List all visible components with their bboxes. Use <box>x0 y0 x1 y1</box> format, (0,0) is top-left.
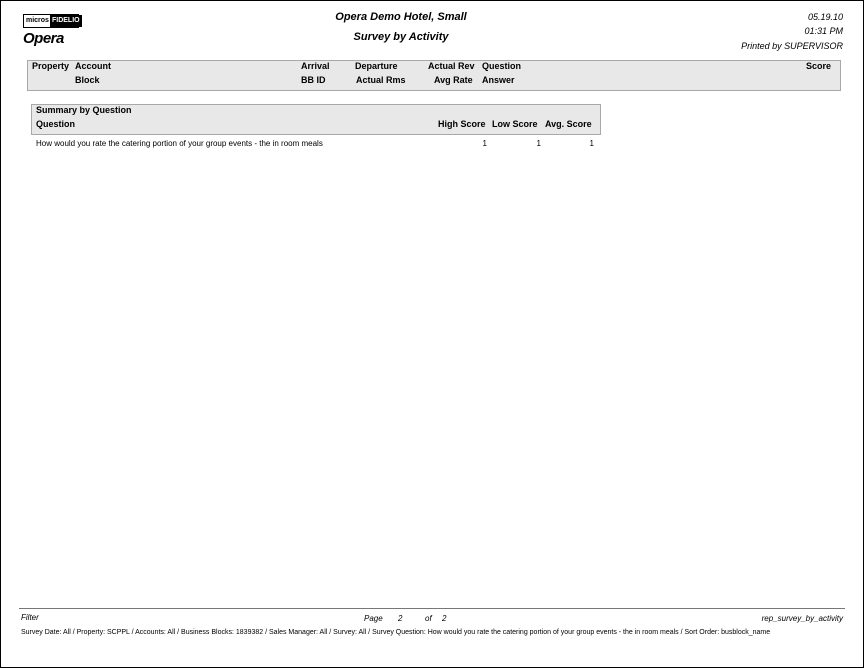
col-score: Score <box>806 61 832 71</box>
column-header-band <box>27 60 841 91</box>
footer-page-number: 2 <box>398 614 403 623</box>
print-date: 05.19.10 <box>807 12 843 22</box>
summary-row-high: 1 <box>482 139 487 148</box>
col-bb-id: BB ID <box>301 75 326 85</box>
summary-title: Summary by Question <box>36 105 132 115</box>
report-title: Survey by Activity <box>353 31 449 43</box>
col-question: Question <box>482 61 522 71</box>
summary-row-avg: 1 <box>589 139 594 148</box>
summary-col-question: Question <box>36 119 76 129</box>
print-time: 01:31 PM <box>804 26 843 36</box>
col-actual-rev: Actual Rev <box>428 61 475 71</box>
summary-row-low: 1 <box>536 139 541 148</box>
col-arrival: Arrival <box>301 61 330 71</box>
footer-report-name: rep_survey_by_activity <box>761 614 843 623</box>
logo-fidelio-text: FIDELIO <box>50 15 82 27</box>
footer-divider <box>19 608 845 609</box>
summary-header-box <box>31 104 601 135</box>
footer-page-label: Page <box>364 614 383 623</box>
col-property: Property <box>32 61 70 71</box>
summary-row-question: How would you rate the catering portion of your group events - the in room meals <box>36 139 323 148</box>
summary-col-high-score: High Score <box>438 119 486 129</box>
col-block: Block <box>75 75 100 85</box>
col-answer: Answer <box>482 75 515 85</box>
col-account: Account <box>75 61 111 71</box>
summary-col-avg-score: Avg. Score <box>545 119 592 129</box>
col-actual-rms: Actual Rms <box>356 75 406 85</box>
summary-col-low-score: Low Score <box>492 119 538 129</box>
footer-of-label: of <box>425 614 432 623</box>
col-departure: Departure <box>355 61 398 71</box>
hotel-name: Opera Demo Hotel, Small <box>335 11 467 23</box>
footer-filter-label: Filter <box>21 613 39 622</box>
logo-micros-text: micros <box>26 17 49 24</box>
footer-filter-text: Survey Date: All / Property: SCPPL / Accounts: All / Business Blocks: 1839382 / Sales Manager: All / Survey: All / Survey Question: How would you rate the catering portion of your group events - the in room meals / Sort Order: busblock_name <box>21 629 771 636</box>
col-avg-rate: Avg Rate <box>434 75 473 85</box>
opera-logo-text: Opera <box>23 30 64 47</box>
footer-page-total: 2 <box>442 614 447 623</box>
printed-by: Printed by SUPERVISOR <box>741 41 843 51</box>
